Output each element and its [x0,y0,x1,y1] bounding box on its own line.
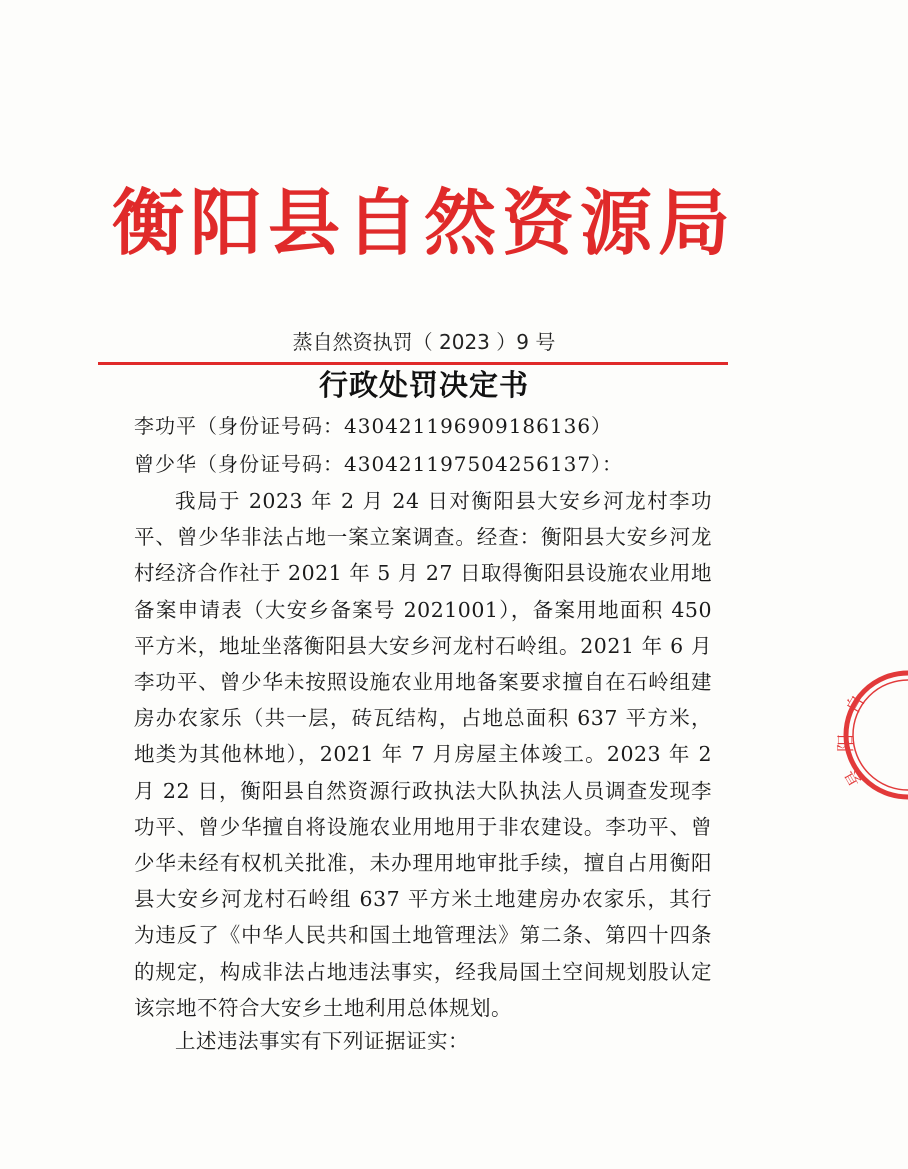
evidence-intro: 上述违法事实有下列证据证实： [175,1029,469,1053]
party-line-2: 曾少华（身份证号码：430421197504256137）： [134,452,624,476]
party-line-1: 李功平（身份证号码：430421196909186136） [134,414,613,438]
document-number: 蒸自然资执罚（ 2023 ）9 号 [292,330,556,354]
document-title: 行政处罚决定书 [318,368,529,402]
body-paragraph: 我局于 2023 年 2 月 24 日对衡阳县大安乡河龙村李功平、曾少华非法占地一案立案调查。经查：衡阳县大安乡河龙村经济合作社于 2021 年 5 月 27 日取得衡阳县设施农业用地备案申请表（大安乡备案号 2021001），备案用地面积 450 平方米，地址坐落衡阳县大安乡河龙村石岭组。2021 年 6 月李功平、曾少华未按照设施农业用地备案要求擅自在石岭组建房办农家乐（共一层，砖瓦结构，占地总面积 637 平方米，地类为其他林地），2021 年 7 月房屋主体竣工。2023 年 2 月 22 日，衡阳县自然资源行政执法大队执法人员调查发现李功平、曾少华擅自将设施农业用地用于非农建设。李功平、曾少华未经有权机关批准，未办理用地审批手续，擅自占用衡阳县大安乡河龙村石岭组 637 平方米土地建房办农家乐，其行为违反了《中华人民共和国土地管理法》第二条、第四十四条的规定，构成非法占地违法事实，经我局国土空间规划股认定该宗地不符合大安乡土地利用总体规划。 [134,489,712,1020]
svg-text:阳: 阳 [836,734,857,752]
official-seal-fragment [812,670,908,800]
svg-text:县: 县 [841,766,866,790]
agency-header: 衡阳县自然资源局 [111,180,736,265]
svg-text:自: 自 [842,691,870,718]
